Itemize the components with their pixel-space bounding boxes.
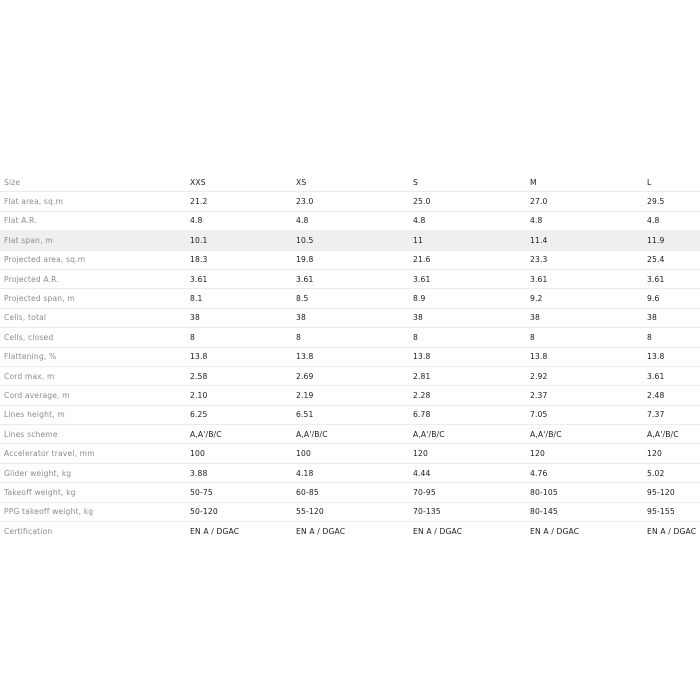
- table-row-highlighted: [0, 231, 700, 250]
- table-cell: 80-145: [530, 502, 647, 521]
- table-cell: 3.61: [530, 269, 647, 288]
- table-cell: EN A / DGAC: [530, 526, 580, 536]
- row-label: Flat A.R.: [0, 211, 190, 230]
- table-cell: A,A'/B/C: [647, 425, 700, 444]
- table-cell: EN A / DGAC: [190, 526, 240, 536]
- table-cell: 60-85: [296, 483, 413, 502]
- table-cell: 2.28: [413, 386, 530, 405]
- size-heading-s: S: [413, 173, 530, 192]
- table-cell: 11.9: [647, 231, 700, 250]
- table-cell: 70-135: [413, 502, 530, 521]
- table-cell: 2.10: [190, 386, 296, 405]
- table-cell: 25.0: [413, 192, 530, 211]
- table-cell: 6.78: [413, 405, 530, 424]
- table-cell: 13.8: [413, 347, 530, 366]
- table-row: [0, 269, 700, 288]
- table-cell: EN A / DGAC: [413, 526, 463, 536]
- table-row: [0, 425, 700, 444]
- table-cell: 25.4: [647, 250, 700, 269]
- table-row: [0, 347, 700, 366]
- table-row: [0, 211, 700, 230]
- row-label: Lines height, m: [0, 405, 190, 424]
- table-cell: 4.44: [413, 463, 530, 482]
- table-cell: 3.61: [296, 269, 413, 288]
- table-cell: 120: [530, 444, 647, 463]
- table-cell: 100: [190, 444, 296, 463]
- table-row: [0, 463, 700, 482]
- row-label: Glider weight, kg: [0, 463, 190, 482]
- table-cell: 100: [296, 444, 413, 463]
- table-cell: 3.61: [647, 366, 700, 385]
- table-cell: 21.2: [190, 192, 296, 211]
- table-cell: 9.6: [647, 289, 700, 308]
- size-heading-m: M: [530, 173, 647, 192]
- table-cell: 13.8: [190, 347, 296, 366]
- table-header-row: [0, 173, 700, 192]
- table-cell: 19.8: [296, 250, 413, 269]
- table-cell: 38: [413, 308, 530, 327]
- table-cell: 50-120: [190, 502, 296, 521]
- table-cell: 9.2: [530, 289, 647, 308]
- table-cell: 6.25: [190, 405, 296, 424]
- row-label: Lines scheme: [0, 425, 190, 444]
- table-cell: 2.92: [530, 366, 647, 385]
- table-cell: 2.37: [530, 386, 647, 405]
- table-cell: 21.6: [413, 250, 530, 269]
- row-label: Projected span, m: [0, 289, 190, 308]
- row-label: Certification: [4, 526, 53, 536]
- table-cell: 3.61: [647, 269, 700, 288]
- table-cell: 2.81: [413, 366, 530, 385]
- table-cell: 3.61: [190, 269, 296, 288]
- table-cell: 95-120: [647, 483, 700, 502]
- row-label: Projected area, sq.m: [0, 250, 190, 269]
- table-cell: 4.18: [296, 463, 413, 482]
- row-label: Cord average, m: [0, 386, 190, 405]
- table-row: [0, 483, 700, 502]
- table-row: [0, 502, 700, 521]
- table-cell: EN A / DGAC: [647, 526, 697, 536]
- row-label: Cord max, m: [0, 366, 190, 385]
- row-label: Cells, closed: [0, 328, 190, 347]
- table-row: [0, 366, 700, 385]
- table-cell: 23.3: [530, 250, 647, 269]
- table-cell: 38: [530, 308, 647, 327]
- row-label: Flattening, %: [0, 347, 190, 366]
- table-cell: 2.58: [190, 366, 296, 385]
- table-cell: 4.8: [647, 211, 700, 230]
- table-cell: 27.0: [530, 192, 647, 211]
- table-cell: 5.02: [647, 463, 700, 482]
- row-label: Cells, total: [0, 308, 190, 327]
- table-cell: 8.1: [190, 289, 296, 308]
- row-label: Projected A.R.: [0, 269, 190, 288]
- row-label: Flat span, m: [0, 231, 190, 250]
- table-cell: 4.8: [530, 211, 647, 230]
- table-cell: EN A / DGAC: [296, 526, 346, 536]
- table-cell: 2.19: [296, 386, 413, 405]
- table-cell: 8: [530, 328, 647, 347]
- table-cell: 8: [296, 328, 413, 347]
- table-cell: 11.4: [530, 231, 647, 250]
- header-size-label: Size: [0, 173, 190, 192]
- table-cell: 120: [413, 444, 530, 463]
- table-cell: 13.8: [530, 347, 647, 366]
- size-heading-l: L: [647, 173, 700, 192]
- table-cell: 13.8: [647, 347, 700, 366]
- table-row: [0, 289, 700, 308]
- table-cell: 8: [413, 328, 530, 347]
- row-label: Accelerator travel, mm: [0, 444, 190, 463]
- table-row: [0, 192, 700, 211]
- table-cell: 23.0: [296, 192, 413, 211]
- size-heading-xxs: XXS: [190, 173, 296, 192]
- table-cell: 4.8: [413, 211, 530, 230]
- table-cell: 4.8: [296, 211, 413, 230]
- table-cell: A,A'/B/C: [296, 425, 413, 444]
- table-row: [0, 250, 700, 269]
- table-cell: A,A'/B/C: [190, 425, 296, 444]
- table-cell: 8.5: [296, 289, 413, 308]
- table-cell: 10.5: [296, 231, 413, 250]
- table-row: [0, 444, 700, 463]
- table-cell: 8.9: [413, 289, 530, 308]
- table-cell: 2.48: [647, 386, 700, 405]
- table-cell: 8: [190, 328, 296, 347]
- table-row: [0, 522, 700, 541]
- table-cell: 13.8: [296, 347, 413, 366]
- table-cell: 4.8: [190, 211, 296, 230]
- table-cell: 7.05: [530, 405, 647, 424]
- table-row: [0, 405, 700, 424]
- specifications-table: [0, 173, 700, 540]
- table-cell: 95-155: [647, 502, 700, 521]
- table-row: [0, 386, 700, 405]
- table-cell: 18.3: [190, 250, 296, 269]
- row-label: PPG takeoff weight, kg: [0, 502, 190, 521]
- table-cell: A,A'/B/C: [530, 425, 647, 444]
- table-cell: 29.5: [647, 192, 700, 211]
- table-cell: 3.88: [190, 463, 296, 482]
- row-label: Takeoff weight, kg: [0, 483, 190, 502]
- table-cell: 10.1: [190, 231, 296, 250]
- table-cell: 2.69: [296, 366, 413, 385]
- table-cell: 70-95: [413, 483, 530, 502]
- table-row: [0, 308, 700, 327]
- table-cell: 8: [647, 328, 700, 347]
- table-cell: 4.76: [530, 463, 647, 482]
- table-cell: 38: [647, 308, 700, 327]
- size-heading-xs: XS: [296, 173, 413, 192]
- row-label: Flat area, sq.m: [0, 192, 190, 211]
- table-cell: 6.51: [296, 405, 413, 424]
- table-cell: 38: [296, 308, 413, 327]
- table-cell: 7.37: [647, 405, 700, 424]
- table-cell: 11: [413, 231, 530, 250]
- table-cell: 120: [647, 444, 700, 463]
- table-cell: A,A'/B/C: [413, 425, 530, 444]
- table-row: [0, 328, 700, 347]
- table-cell: 80-105: [530, 483, 647, 502]
- table-cell: 3.61: [413, 269, 530, 288]
- table-cell: 50-75: [190, 483, 296, 502]
- table-cell: 55-120: [296, 502, 413, 521]
- table-cell: 38: [190, 308, 296, 327]
